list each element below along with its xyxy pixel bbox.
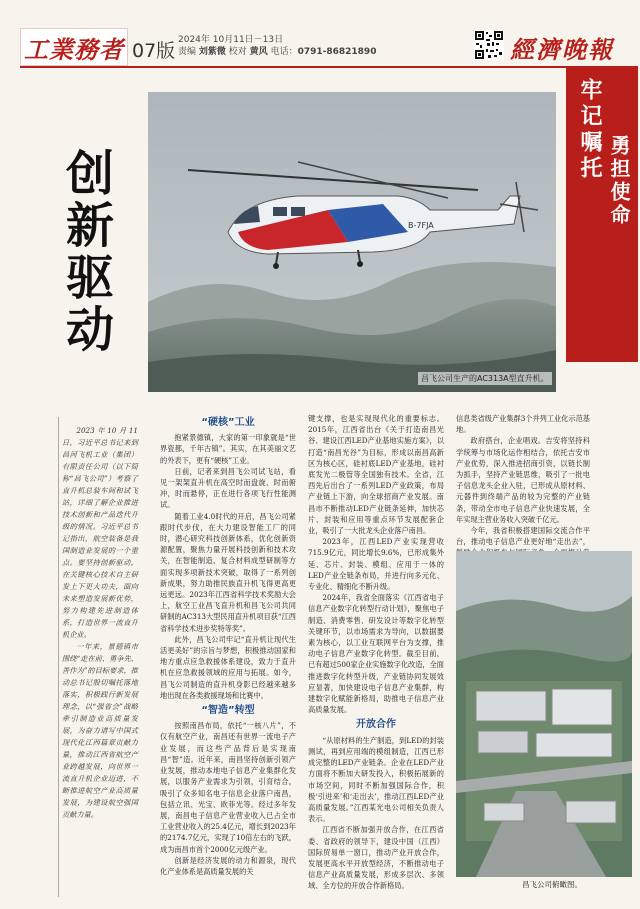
- proof-label: 校对: [228, 47, 247, 57]
- issue-info: [178, 34, 376, 58]
- photo-caption: 昌飞公司俯瞰图。: [522, 880, 582, 889]
- paragraph: 随着工业4.0时代的开启，昌飞公司紧跟时代步伐，在大力建设智能工厂的同时，潜心研究科技创新体系，优化创新资源配置，聚焦力量开展科技创新和技术攻关，在智能制造、复合材料成型研制等方面实现多项新技术突破，取得了一系列创新成果，努力助推民族直升机飞得更高更远更远。2023年江西省科学技术奖励大会上，航空工业昌飞直升机和昌飞公司共同研制的AC313大型民用直升机项目获“江西省科学技术进步奖特等奖”。: [160, 511, 296, 633]
- paragraph: 2024年，我省全面落实《江西省电子信息产业数字化转型行动计划》，聚焦电子制造、消费零售、研发设计等数字化转型关键环节，以市场需求为导向，以数据要素为核心，以工业互联网平台为支撑，推动电子信息产业数字化转型。截至目前，已有超过500家企业实施数字化改造，全面推进数字化转型升级，产业链协同发展效应显著，加快建设电子信息产业集群，构建数字化赋能新格局，助推电子信息产业高质量发展。: [308, 593, 444, 715]
- helicopter-photo: [148, 92, 556, 392]
- subheading-smart-manufacturing: “智造”转型: [201, 705, 255, 717]
- paragraph: 2023年，江西LED产业实现营收715.9亿元，同比增长9.6%，已形成集外延、芯片、封装、模组、应用于一体的LED产业全链条布局，并进行向多元化、专业化、精细化不断升级。: [308, 537, 444, 592]
- editor-name: 刘紫微: [198, 47, 226, 57]
- paragraph: 键支撑，也是实现现代化的重要标志。2015年，江西省出台《关于打造南昌光谷、建设江西LED产业基地实施方案》，以打造“南昌光谷”为目标，形成以南昌高新区为核心区，硅衬底LED产业基地，硅衬底发光二极管等全国独有技术。全省，江西先后出台了一系列LED产业政策，布局产业链上下游，向全球招商产业发展。南昌市不断推动LED产业链条延伸，加快芯片、封装和应用等重点环节发展配套企业，吸引了一大批龙头企业落户南昌。: [308, 414, 444, 536]
- paragraph: 今年，我省积极搭建国际交流合作平台，推动电子信息产业更好地“走出去”，: [456, 526, 590, 547]
- phone-label: 电话：: [270, 47, 298, 57]
- subheading-open-cooperation: 开放合作: [356, 719, 396, 731]
- photo-caption: 昌飞公司生产的AC313A型直升机。: [418, 372, 552, 385]
- paragraph: 按照南昌布局，依托“一核八片”，不仅有航空产业，南昌还有世界一流电子产业发展，而这些产品背后是实现南昌“智”造。近年来，南昌坚持创新引领产业发展，推动本地电子信息产业集群化发展，以服务产业需求为引领，引育结合，吸引了众多知名电子信息企业落户南昌，包括立讯、光宝、欧菲光等。经过多年发展，南昌电子信息产业营业收入已占全市工业营业收入的25.4亿元，增长到2023年的2174.7亿元，实现了10倍左右的飞跃，成为南昌市首个2000亿元级产业。: [160, 721, 296, 854]
- title-char: 新: [66, 198, 115, 254]
- editor-label: 责编: [178, 47, 197, 57]
- aerial-factory-photo: [456, 551, 632, 877]
- newspaper-section-logo: [20, 28, 128, 66]
- staff-line: [178, 46, 376, 58]
- paragraph: 信息类省级产业集群3个并列工业化示范基地。: [456, 414, 590, 435]
- subheading-hardcore-industry: “硬核”工业: [201, 417, 255, 428]
- slogan-line-2: 勇担使命: [607, 135, 631, 227]
- issue-date: 2024年 10月11日－13日: [178, 35, 284, 45]
- lead-text: 一年来，景德镇市围绕“走在前、勇争先、善作为”的目标要求，推动总书记殷切嘱托落地落实，积极践行新发展理念，以“强省会”战略牵引制造业高质量发展，为奋力谱写中国式现代化江西篇章贡献力量，推动江西省航空产业跨越发展，向世界一流直升机企业迈进，不断推进航空产业高质量发展，为建设航空强国贡献力量。: [62, 642, 138, 819]
- proofer-name: 黄风: [249, 47, 268, 57]
- title-char: 动: [66, 302, 115, 358]
- paragraph: 创新是经济发展的动力和源泉，现代化产业体系是高质量发展的关: [160, 855, 296, 876]
- page-title: [66, 148, 126, 356]
- section-logo-text: 工業務者: [24, 34, 124, 64]
- qr-code-icon: [474, 30, 504, 60]
- paragraph: 政府搭台，企业唱戏。吉安将坚持科学统筹与市场化运作相结合，依托吉安市产业优势，深入推进招商引资，以链长制为抓手，坚持产业链思维，吸引了一批电子信息龙头企业入驻，已形成从原材料、元器件到终端产品的较为完整的产业链条，带动全市电子信息产业快速发展，全年实现主营业务收入突破千亿元。: [456, 436, 590, 524]
- paragraph: 日前，记者来到昌飞公司试飞站，看见一架架直升机在高空时而盘旋、时而俯冲，时而悬停，正在进行各项飞行性能测试。: [160, 466, 296, 510]
- title-char: 驱: [66, 250, 115, 306]
- article-column-2: [160, 413, 296, 877]
- paragraph: “从原材料的生产制造，到LED的封装测试，再到应用端的模组制造，江西已形成完整的LED产业链条。企业在LED产业方面将不断加大研发投入，积极拓展新的市场空间，同时不断加强国际合作，积极‘引进来’和‘走出去’，推动江西LED产业高质量发展。”江西某光电公司相关负责人表示。: [308, 735, 444, 824]
- title-char: 创: [66, 146, 115, 202]
- tail-number: B-7FJA: [408, 221, 434, 230]
- paragraph: 江西省不断加强开放合作，在江西省委、省政府的领导下，建设中国（江西）国际贸易单一窗口，推动产业开放合作，发展更高水平开放型经济，不断推动电子信息产业高质量发展，形成多层次、多领域、全方位的开放合作新格局。: [308, 825, 444, 891]
- newspaper-masthead: 經濟晚報: [510, 35, 614, 64]
- article-column-3: [308, 413, 444, 892]
- edition-number: 07版: [132, 40, 176, 62]
- slogan-line-1: 牢记嘱托: [577, 78, 603, 182]
- paragraph: 抱紧景德镇，大家的第一印象就是“世界瓷都，千年古镇”。其实，在其美丽文艺的外表下，更有“硬核”工业。: [160, 433, 296, 465]
- paragraph: 此外，昌飞公司牢记“直升机让现代生活更美好”的宗旨与梦想，积极推动国家和地方重点应急救援体系建设，致力于直升机在应急救援领域的应用与拓展。如今，昌飞公司制造的直升机身影已经越来越多地出现在各类救援现场和比赛中。: [160, 634, 296, 700]
- lead-text: 2023年10月11日，习近平总书记来到昌河飞机工业（集团）有限责任公司（以下简称“昌飞公司”）考察了直升机总装车间和试飞站，详细了解企业推进技术创新和产品迭代升级的情况。习近平总书记指出，航空装备是我国制造业发展的一个重点。要坚持创新驱动，在关键核心技术自主研发上下更大功夫，面向未来塑造发展新优势，努力构建先进制造体系，打造世界一流直升机企业。: [62, 426, 138, 639]
- header-divider: [20, 66, 624, 68]
- phone-number: 0791-86821890: [297, 47, 377, 57]
- lead-paragraph: [62, 425, 138, 821]
